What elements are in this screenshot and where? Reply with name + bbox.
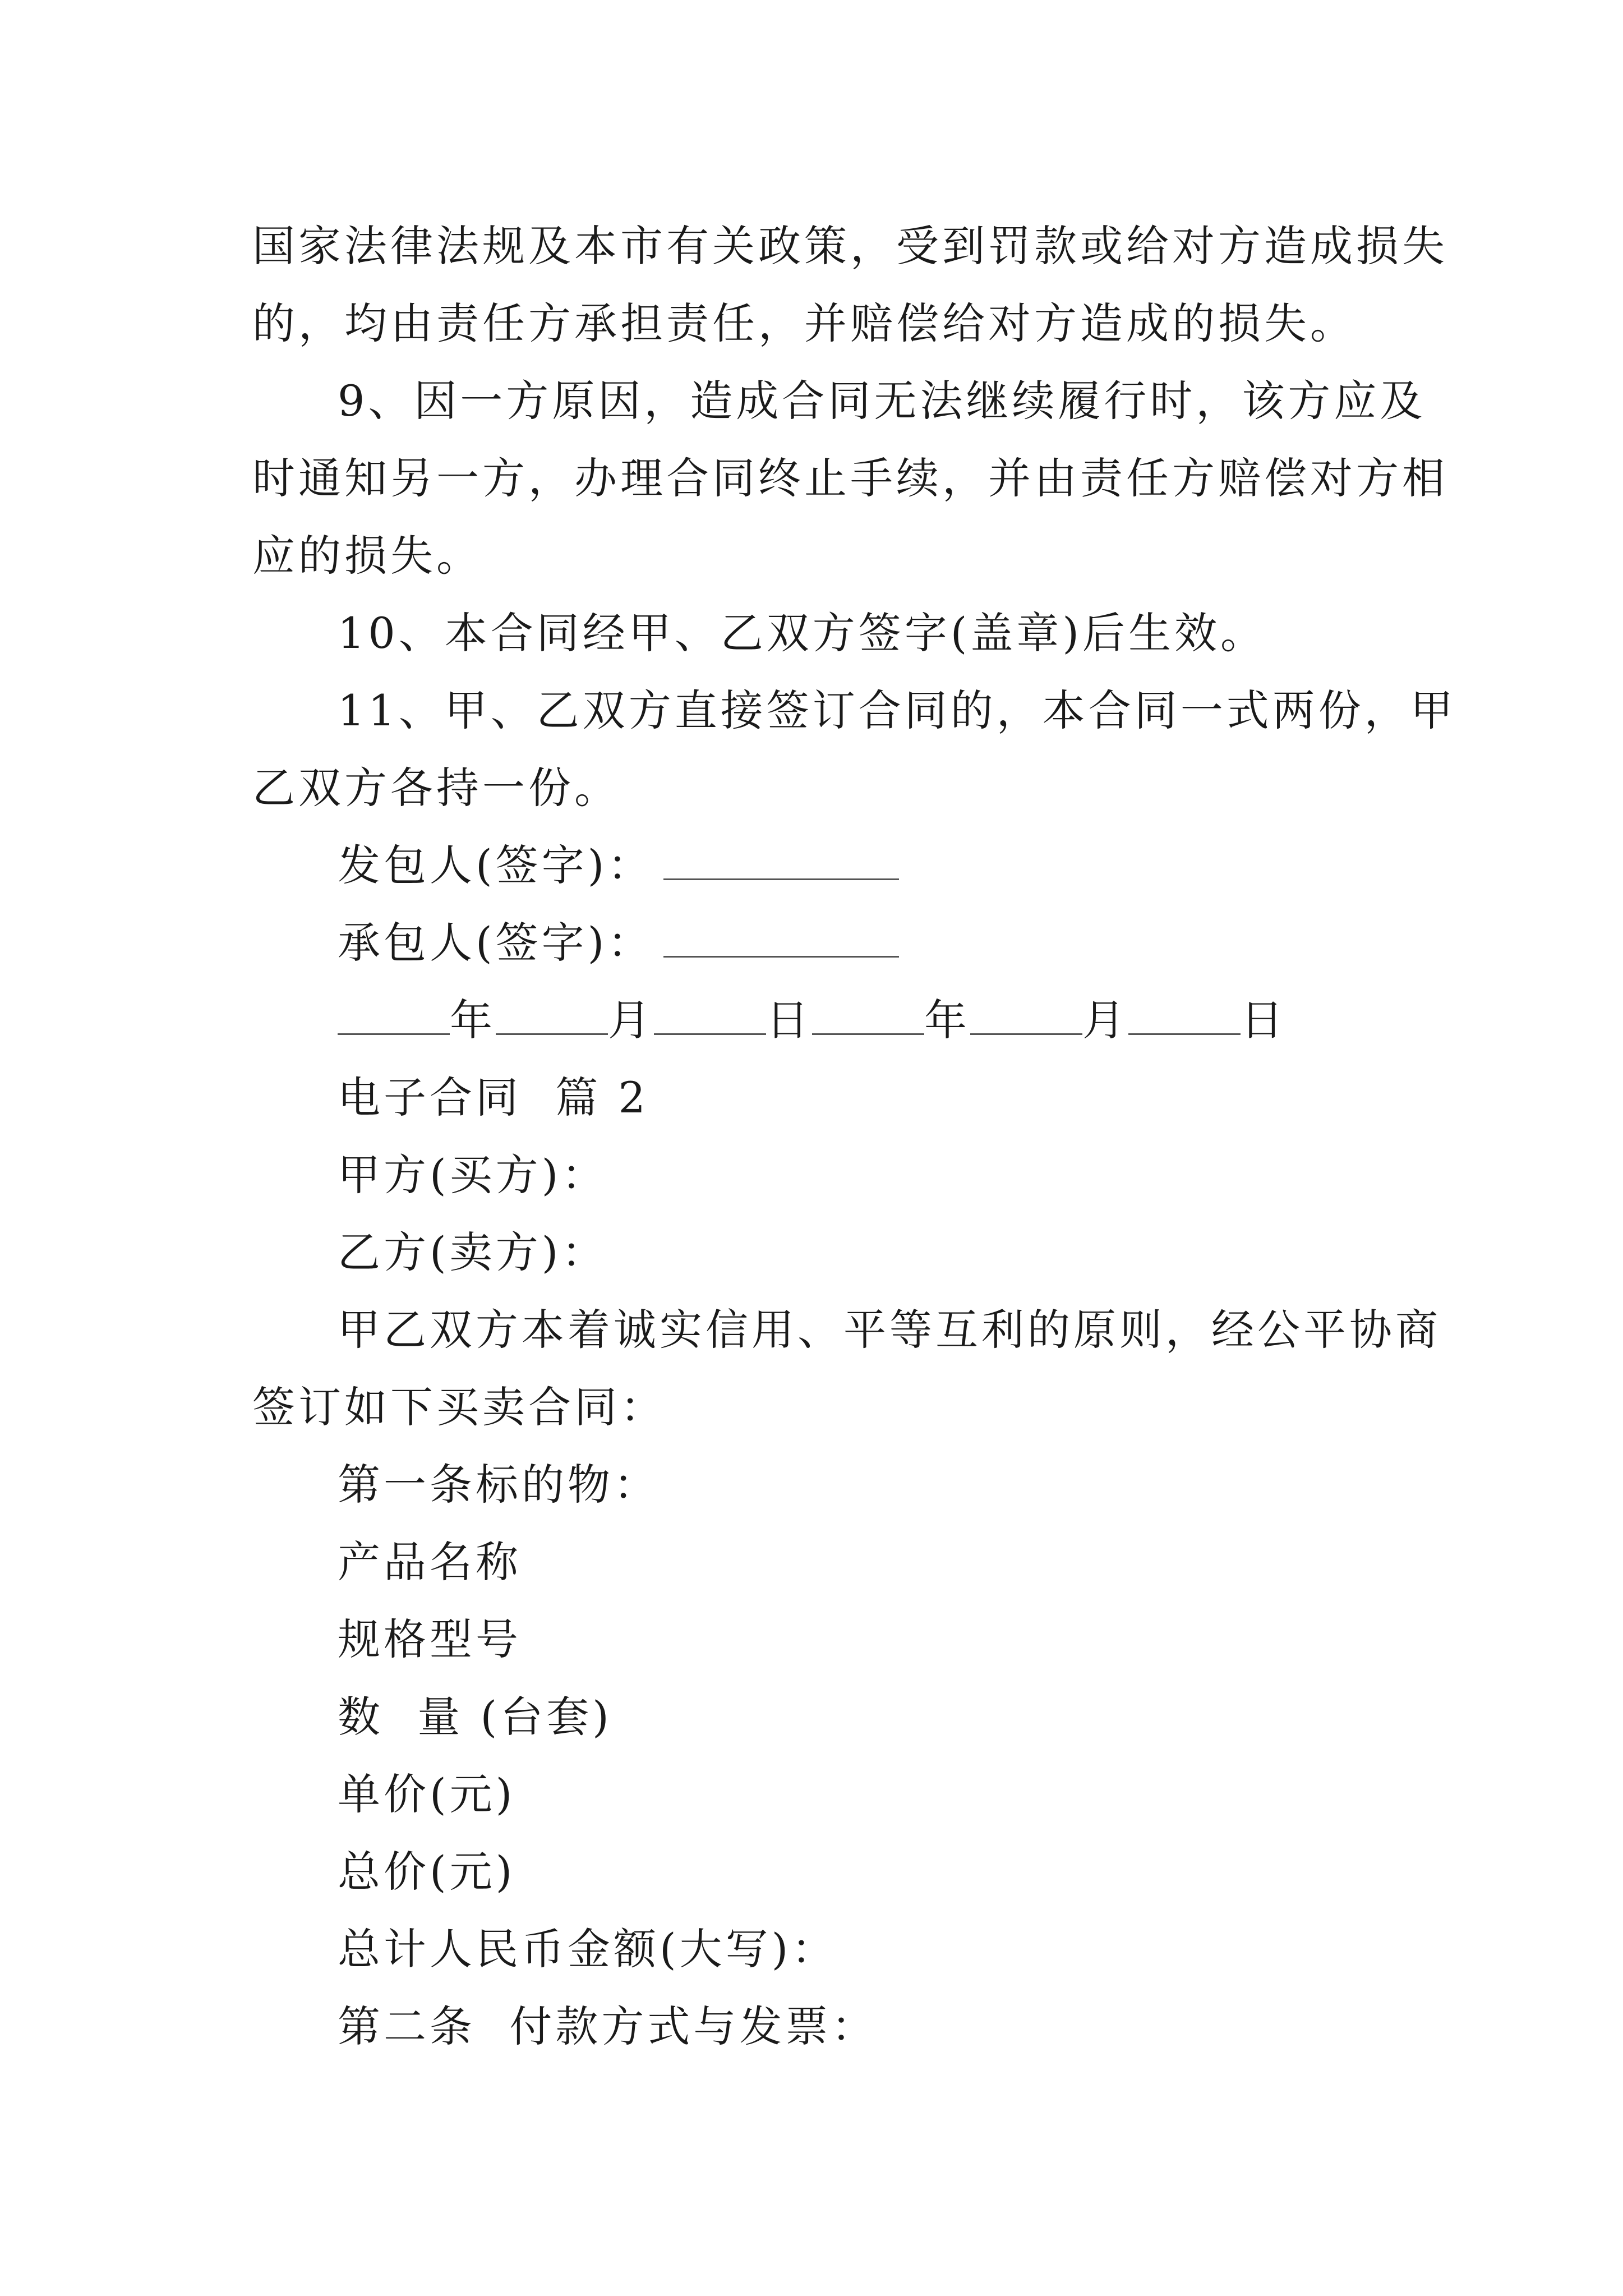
party-b-label: 乙方(卖方)： <box>338 1227 608 1277</box>
date-blank <box>970 999 1082 1035</box>
contractor-signature-blank <box>663 921 899 958</box>
date-blank <box>654 999 766 1035</box>
day-label: 日 <box>766 995 812 1045</box>
total-amount-label: 总计人民币金额(大写)： <box>338 1924 838 1974</box>
employer-signature-label: 发包人(签字)： <box>338 840 654 890</box>
intro-line: 签订如下买卖合同： <box>252 1382 666 1432</box>
date-blank <box>496 999 608 1035</box>
intro-line: 甲乙双方本着诚实信用、平等互利的原则，经公平协商 <box>338 1305 1441 1355</box>
day-label: 日 <box>1241 995 1287 1045</box>
date-blank <box>1128 999 1241 1035</box>
paragraph-line: 国家法律法规及本市有关政策，受到罚款或给对方造成损失 <box>252 221 1448 271</box>
year-label: 年 <box>450 995 496 1045</box>
model-label: 规格型号 <box>338 1614 522 1664</box>
employer-signature-row <box>252 827 1385 904</box>
employer-signature-blank <box>663 844 899 880</box>
month-label: 月 <box>1082 995 1128 1045</box>
date-row <box>252 982 1385 1059</box>
clause-9-line: 9、因一方原因，造成合同无法继续履行时，该方应及 <box>338 376 1426 426</box>
paragraph-line: 乙双方各持一份。 <box>252 763 620 813</box>
paragraph-line: 时通知另一方，办理合同终止手续，并由责任方赔偿对方相 <box>252 453 1448 503</box>
month-label: 月 <box>608 995 654 1045</box>
contractor-signature-label: 承包人(签字)： <box>338 918 654 968</box>
contractor-signature-row <box>252 904 1385 982</box>
paragraph-line: 的，均由责任方承担责任，并赔偿给对方造成的损失。 <box>252 298 1356 348</box>
unit-price-label: 单价(元) <box>338 1769 516 1819</box>
clause-10-line: 10、本合同经甲、乙双方签字(盖章)后生效。 <box>338 608 1267 658</box>
article-2-heading: 第二条 付款方式与发票： <box>338 2001 878 2051</box>
party-a-label: 甲方(买方)： <box>338 1150 608 1200</box>
date-blank <box>812 999 924 1035</box>
clause-11-line: 11、甲、乙双方直接签订合同的，本合同一式两份，甲 <box>338 685 1456 735</box>
article-1-heading: 第一条标的物： <box>338 1460 660 1510</box>
document-page <box>252 208 1456 2065</box>
date-blank <box>338 999 450 1035</box>
quantity-label: 数 量 (台套) <box>338 1692 612 1742</box>
year-label: 年 <box>924 995 970 1045</box>
product-name-label: 产品名称 <box>338 1537 522 1587</box>
total-price-label: 总价(元) <box>338 1847 516 1897</box>
section-2-title: 电子合同 篇 2 <box>338 1073 649 1122</box>
paragraph-line: 应的损失。 <box>252 531 482 581</box>
